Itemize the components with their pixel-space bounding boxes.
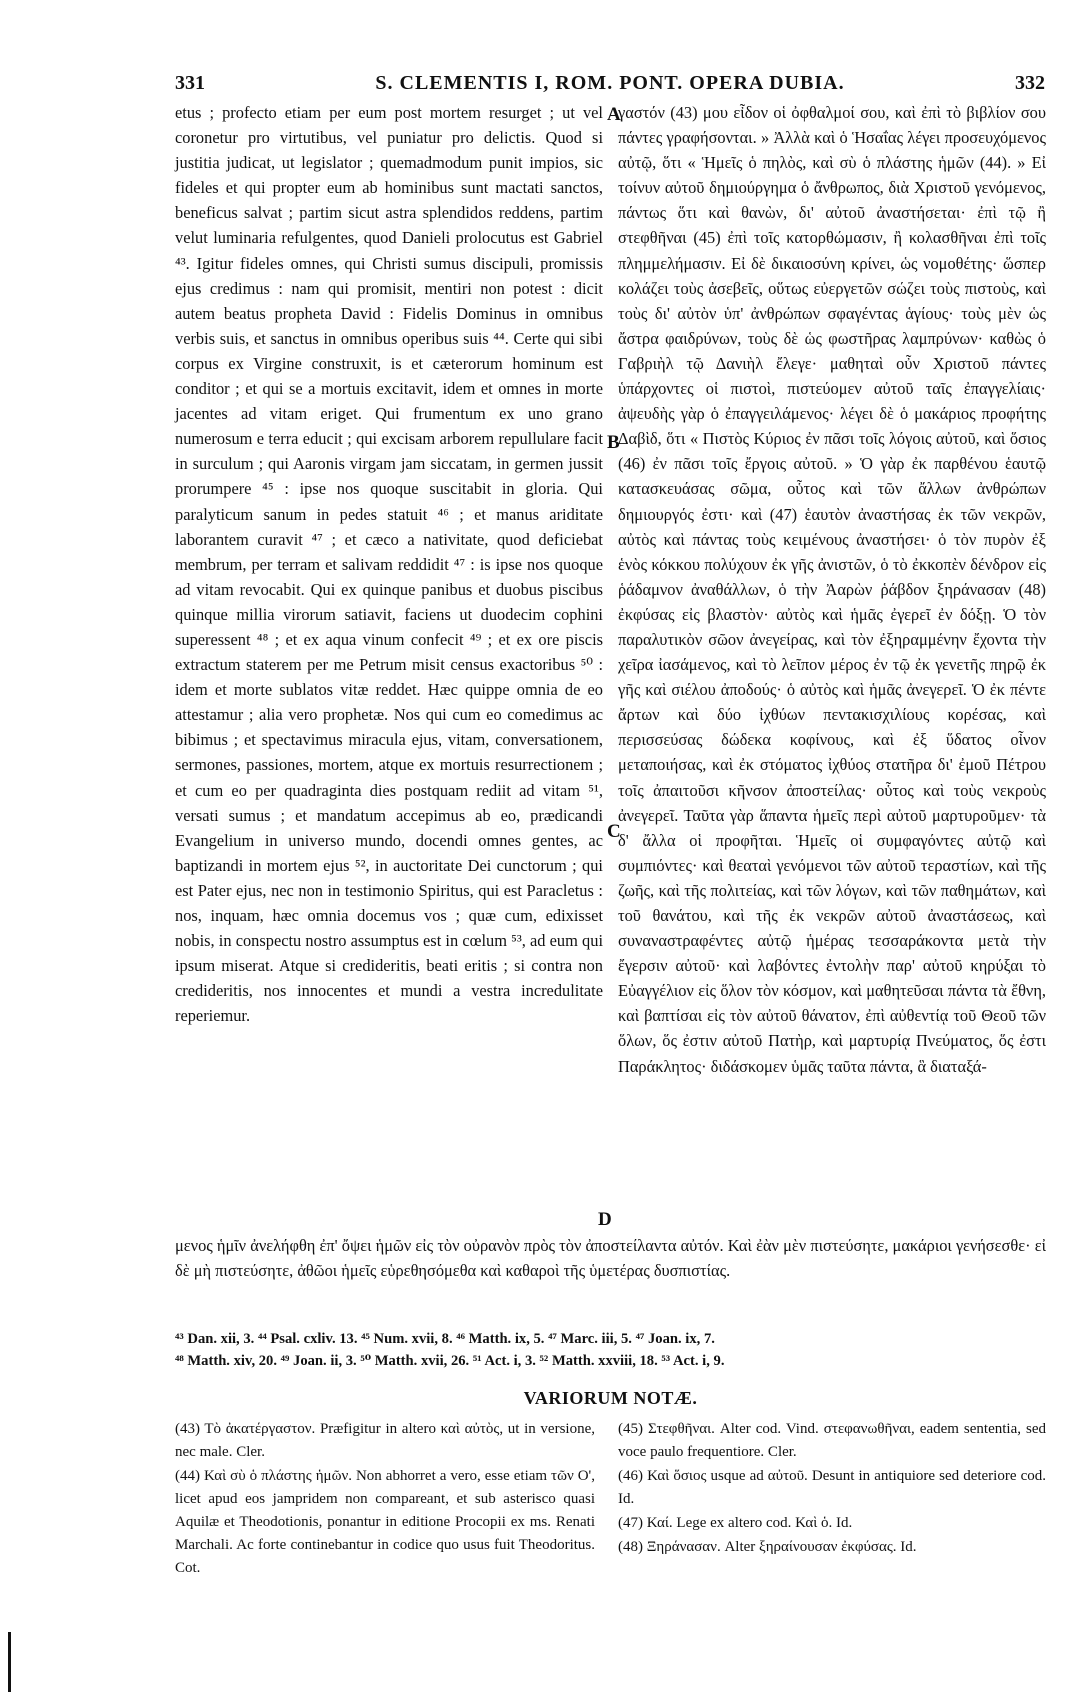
greek-column: [618, 100, 1046, 1079]
greek-fullwidth-text: μενος ἡμῖν ἀνελήφθη ἐπ' ὄψει ἡμῶν εἰς τὸν οὐρανὸν πρὸς τὸν ἀποστείλαντα αὐτόν. Καὶ ἐὰν μὲν πιστεύσητε, μακάριοι γενήσεσθε· εἰ δὲ μὴ πιστεύσητε, ἀθῶοι ἡμεῖς εὑρεθησόμεθα καὶ καθαροὶ τῆς ὑμετέρας δυσπιστίας.: [175, 1236, 1046, 1280]
note-43: (43) Τὸ ἀκατέργαστον. Præfigitur in altero καὶ αὐτὸς, ut in versione, nec male. Cler.: [175, 1421, 595, 1460]
note-46: (46) Καὶ ὅσιος usque ad αὐτοῦ. Desunt in antiquiore sed deteriore cod. Id.: [618, 1468, 1046, 1507]
scan-edge-mark: [8, 1632, 11, 1692]
note-44: (44) Καὶ σὺ ὁ πλάστης ἡμῶν. Non abhorret a vero, esse etiam τῶν Ο', licet apud eos jampridem non compareant, et sub asterisco quasi Aquilæ et Theodotionis, ponantur in editione Procopii ex ms. Renati Marchali. Ac forte continebantur in codice quo usus fuit Theodoritus. Cot.: [175, 1468, 595, 1576]
notes-heading: VARIORUM NOTÆ.: [523, 1388, 698, 1408]
margin-letter-b: B: [607, 432, 620, 453]
running-title: S. CLEMENTIS I, ROM. PONT. OPERA DUBIA.: [375, 72, 845, 94]
note-45: (45) Στεφθῆναι. Alter cod. Vind. στεφανωθῆναι, eadem sententia, sed voce paulo frequentiore. Cler.: [618, 1421, 1046, 1460]
scripture-references: [175, 1328, 1046, 1372]
scripture-refs-line-2: ⁴⁸ Matth. xiv, 20. ⁴⁹ Joan. ii, 3. ⁵⁰ Matth. xvii, 26. ⁵¹ Act. i, 3. ⁵² Matth. xxviii, 18. ⁵³ Act. i, 9.: [175, 1353, 725, 1369]
greek-fullwidth-continuation: [175, 1233, 1046, 1283]
greek-text: γαστόν (43) μου εἶδον οἱ ὀφθαλμοί σου, καὶ ἐπὶ τὸ βιβλίον σου πάντες γραφήσονται. » Ἀλλὰ καὶ ὁ Ἡσαΐας λέγει προσευχόμενος αὐτῷ, ὅτι « Ἡμεῖς ὁ πηλὸς, καὶ σὺ ὁ πλάστης ἡμῶν (44). » Εἰ τοίνυν αὐτοῦ δημιούργημα ὁ ἄνθρωπος, διὰ Χριστοῦ γενόμενος, πάντως ὅτι καὶ θανὼν, δι' αὐτοῦ ἀναστήσεται· ἐπὶ τῷ ἢ στεφθῆναι (45) ἐπὶ τοῖς κατορθώμασιν, ἢ κολασθῆναι ἐπὶ τοῖς πλημμελήμασιν. Εἰ δὲ δικαιοσύνη κρίνει, ὡς νομοθέτης· ὥσπερ κολάζει τοὺς ἀσεβεῖς, οὕτως εὐεργετῶν σώζει τοὺς πιστοὺς, καὶ τοὺς δι' αὐτὸν ὑπ' ἀνθρώπων σφαγέντας ἁγίους· τοὺς μὲν ὡς ἄστρα φαιδρύνων, τοὺς δὲ ὡς φωστῆρας λαμπρύνων· καθὼς ὁ Γαβριὴλ τῷ Δανιὴλ ἔλεγε· μαθηταὶ οὖν Χριστοῦ πάντες ὑπάρχοντες οἱ πιστοὶ, πιστεύομεν αὐτοῦ ταῖς ἐπαγγελίαις· ἀψευδὴς γὰρ ὁ ἐπαγγειλάμενος· λέγει δὲ ὁ μακάριος προφήτης Δαβὶδ, ὅτι « Πιστὸς Κύριος ἐν πᾶσι τοῖς λόγοις αὐτοῦ, καὶ ὅσιος (46) ἐν πᾶσι τοῖς ἔργοις αὐτοῦ. » Ὁ γὰρ ἐκ παρθένου ἑαυτῷ κατασκευάσας σῶμα, οὗτος καὶ τῶν ἄλλων ἀνθρώπων δημιουργός ἐστι· καὶ (47) ἑαυτὸν ἀναστήσας ἐκ τῶν νεκρῶν, αὐτὸς καὶ πάντας τοὺς κειμένους ἀναστήσει· ὁ τὸν πυρὸν ἐξ ἑνὸς κόκκου πολύχουν ἐκ γῆς ἀνιστῶν, ὁ τὸ ἐκκοπὲν δένδρον εἰς ῥάδαμνον ἀναθάλλων, ὁ τὴν Ἀαρὼν ῥάβδον ξηράνασαν (48) ἐκφύσας εἰς βλαστὸν· αὐτὸς καὶ ἡμᾶς ἐγερεῖ ἐν δόξῃ. Ὁ τὸν παραλυτικὸν σῶον ἀνεγείρας, καὶ τὸν ἐξηραμμένην ἔχοντα τὴν χεῖρα ἰασάμενος, καὶ τὸ λεῖπον μέρος ἐν τῷ ἐκ γενετῆς πηρῷ ἐκ γῆς καὶ σιέλου ἀποδούς· ὁ αὐτὸς καὶ ἡμᾶς ἀνεγερεῖ. Ὁ ἐκ πέντε ἄρτων καὶ δύο ἰχθύων πεντακισχιλίους κορέσας, καὶ περισσεύσας δώδεκα κοφίνους, καὶ ἐξ ὕδατος οἶνον μεταποιήσας, καὶ ἐκ στόματος ἰχθύος στατῆρα δι' ἐμοῦ Πέτρου τοῖς ἀπαιτοῦσι κῆνσον ἀποστείλας· οὗτος καὶ τοὺς νεκροὺς ἀνεγερεῖ. Ταῦτα γὰρ ἅπαντα ἡμεῖς περὶ αὐτοῦ μαρτυροῦμεν· τὰ δ' ἄλλα οἱ προφῆται. Ἡμεῖς οἱ συμφαγόντες αὐτῷ καὶ συμπιόντες· καὶ θεαταὶ γενόμενοι τῶν αὐτοῦ τεραστίων, καὶ τῆς ζωῆς, καὶ τῆς πολιτείας, καὶ τῶν λόγων, καὶ τῶν παθημάτων, καὶ τοῦ θανάτου, καὶ τῆς ἐκ νεκρῶν αὐτοῦ ἀναστάσεως, καὶ συναναστραφέντες αὐτῷ ἡμέρας τεσσαράκοντα μετὰ τὴν ἔγερσιν αὐτοῦ· καὶ λαβόντες ἐντολὴν παρ' αὐτοῦ κηρύξαι τὸ Εὐαγγέλιον εἰς ὅλον τὸν κόσμον, καὶ μαθητεῦσαι πάντα τὰ ἔθνη, καὶ βαπτίσαι εἰς τὸν αὐτοῦ θάνατον, ἐπὶ αὐθεντίᾳ τοῦ Θεοῦ τῶν ὅλων, ὅς ἐστιν αὐτοῦ Πατὴρ, καὶ μαρτυρίᾳ Πνεύματος, ὅς ἐστι Παράκλητος· διδάσκομεν ὑμᾶς ταῦτα πάντα, ἃ διαταξά-: [618, 103, 1046, 1076]
notes-right-column: [618, 1418, 1046, 1560]
latin-column: [175, 100, 603, 1028]
margin-letter-c: C: [607, 821, 621, 842]
margin-letter-d: D: [598, 1209, 612, 1230]
margin-letter-a: A: [607, 104, 621, 125]
notes-left-column: [175, 1418, 595, 1581]
scripture-refs-line-1: ⁴³ Dan. xii, 3. ⁴⁴ Psal. cxliv. 13. ⁴⁵ Num. xvii, 8. ⁴⁶ Matth. ix, 5. ⁴⁷ Marc. iii, 5. ⁴⁷ Joan. ix, 7.: [175, 1331, 715, 1347]
latin-text: etus ; profecto etiam per eum post mortem resurget ; ut vel coronetur pro virtutibus, vel puniatur pro delictis. Quod si justitia judicat, ut legislator ; quemadmodum punit impios, sic fideles et qui propter eum ab hominibus sunt mactati sanctos, beneficus salvat ; partim sicut astra splendidos reddens, partim velut luminaria refulgentes, quod Danieli prolocutus est Gabriel ⁴³. Igitur fideles omnes, qui Christi sumus discipuli, promissis ejus credimus : nam qui promisit, mentiri non potest : dicit autem beatus propheta David : Fidelis Dominus in omnibus verbis suis, et sanctus in omnibus operibus suis ⁴⁴. Certe qui sibi corpus ex Virgine construxit, is et cæterorum hominum est conditor ; et qui se a mortuis excitavit, idem et omnes in morte jacentes ad vitam eriget. Qui frumentum ex uno grano numerosum e terra educit ; qui excisam arborem repullulare facit in surculum ; qui Aaronis virgam jam siccatam, in germen jussit prorumpere ⁴⁵ : ipse nos quoque suscitabit in gloria. Qui paralyticum sanum in pedes statuit ⁴⁶ ; et manus ariditate laborantem curavit ⁴⁷ ; et cæco a nativitate, quod deficiebat membrum, per terram et salivam reddidit ⁴⁷ : is ipse nos quoque ad vitam revocabit. Qui ex quinque panibus et duobus piscibus quinque millia virorum satiavit, faciens ut duodecim cophini superessent ⁴⁸ ; et ex aqua vinum confecit ⁴⁹ ; et ex ore piscis extractum staterem per me Petrum misit census exactoribus ⁵⁰ : idem et morte sublatos vitæ reddet. Hæc quippe omnia de eo attestamur ; alia vero prophetæ. Nos qui cum eo comedimus ac bibimus ; et spectavimus miracula ejus, vitam, conversationem, sermones, passiones, mortem, atque ex mortuis resurrectionem ; et cum eo per quadraginta dies postquam rediit ad vitam ⁵¹, versati sumus ; et mandatum accepimus ab eo, prædicandi Evangelium in universo mundo, docendi omnes gentes, ac baptizandi in mortem ejus ⁵², in auctoritate Dei cunctorum ; qui est Pater ejus, nec non in testimonio Spiritus, qui est Paracletus : nos, inquam, hæc omnia docemus vos ; quæ cum, edixisset nobis, in conspectu nostro assumptus est in cœlum ⁵³, ad eum qui ipsum miserat. Atque si credideritis, beati eritis ; si contra non credideritis, nos innocentes et mundi a vestra incredulitate reperiemur.: [175, 103, 603, 1026]
page-number-right: 332: [1015, 72, 1045, 94]
note-47: (47) Καί. Lege ex altero cod. Καὶ ὁ. Id.: [618, 1515, 853, 1531]
note-48: (48) Ξηράνασαν. Alter ξηραίνουσαν ἐκφύσας. Id.: [618, 1539, 917, 1555]
page-number-left: 331: [175, 72, 205, 94]
running-header: [175, 72, 1045, 98]
